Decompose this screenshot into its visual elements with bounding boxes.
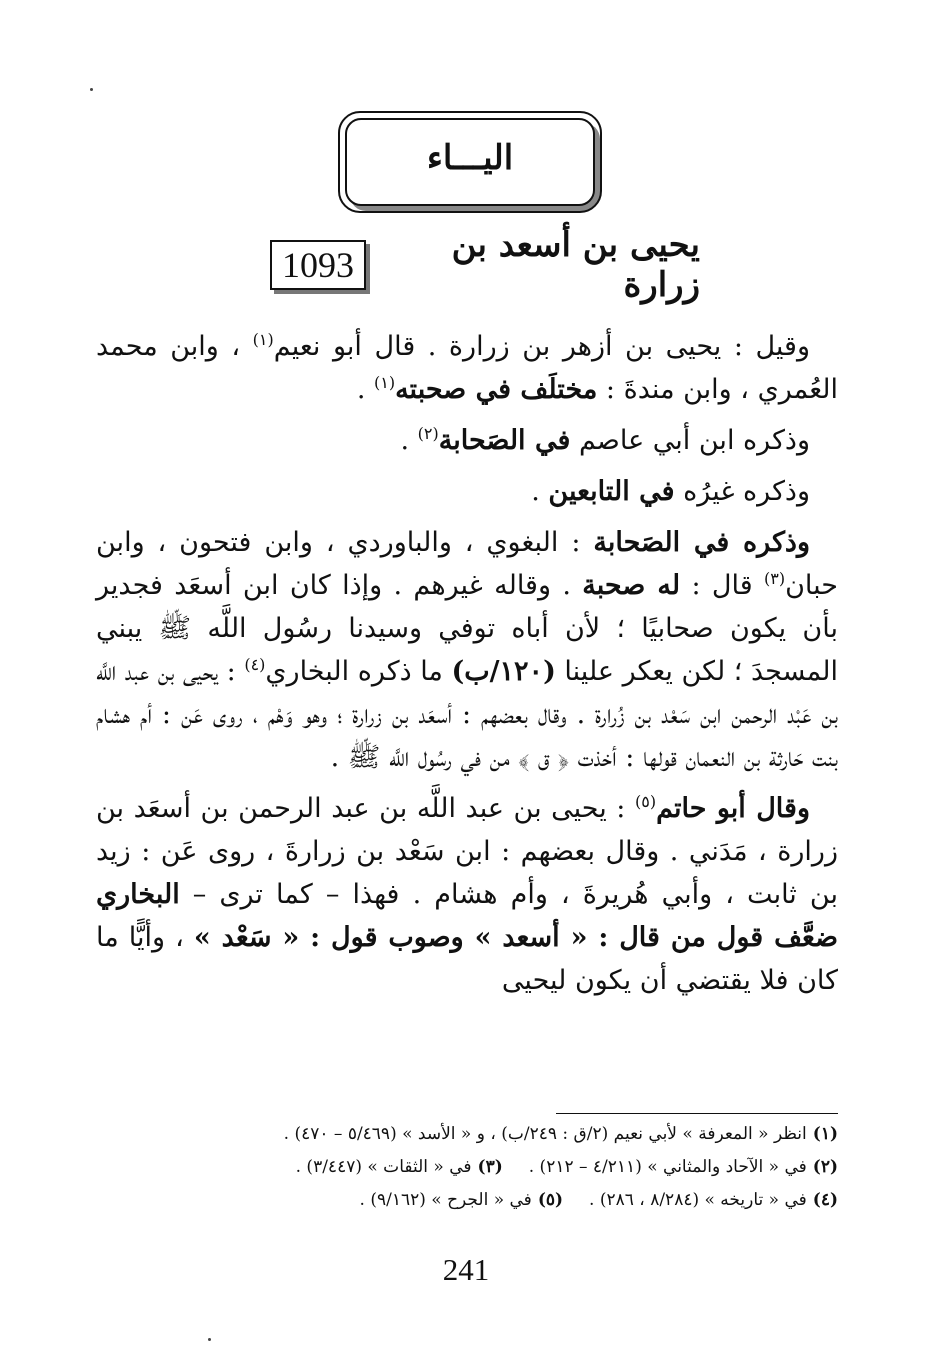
text-span: : يحيى بن عبد اللَّه بن عَبْد الرحمن ابن سَعْد بن زُرارة . وقال بعضهم : أسعَد بن زرارة ؛ وهو وَهْم ، روى عَن : أم هشام بنت حَارثة بن النعمان قولها : أخذت ﴿ ق ﴾ من في رسُول اللَّه ﷺ . bbox=[96, 656, 838, 773]
text-span: ، وأيًّا ما كان فلا يقتضي أن يكون ليحيى bbox=[96, 922, 838, 996]
section-title: اليـــاء bbox=[426, 138, 514, 178]
footnote-ref: (٥) bbox=[634, 792, 657, 811]
bold-span: (١٢٠/ب) bbox=[451, 656, 556, 687]
bold-span: وذكره في الصَحابة bbox=[593, 527, 810, 558]
bold-span: في الصَحابة bbox=[438, 425, 571, 456]
text-span: وذكره غيرُه bbox=[674, 476, 810, 507]
bold-span: وقال أبو حاتم bbox=[656, 793, 810, 824]
text-span: ، وابن محمد العُمري ، وابن مندةَ : bbox=[96, 331, 838, 405]
paragraph-5 bbox=[96, 787, 838, 1002]
scan-speck bbox=[90, 88, 93, 91]
scan-speck bbox=[208, 1338, 211, 1341]
footnote-number: (٢) bbox=[812, 1157, 838, 1177]
footnote-text: في « الثقات » (٣/٤٤٧) . bbox=[295, 1157, 472, 1177]
paragraph-2 bbox=[96, 419, 838, 462]
text-span: . bbox=[531, 476, 549, 507]
footnote-number: (٥) bbox=[537, 1190, 564, 1210]
paragraph-1 bbox=[96, 325, 838, 411]
footnote-ref: (٣) bbox=[763, 569, 786, 588]
footnote-ref: (٤) bbox=[244, 655, 266, 674]
text-span: . bbox=[356, 374, 374, 405]
section-title-box bbox=[345, 118, 595, 206]
text-span: . وقاله غيرهم . وإذا كان ابن أسعَد فجدير بأن يكون صحابيًا ؛ لأن أباه توفي وسيدنا رسُول اللَّه ﷺ يبني المسجدَ ؛ لكن يعكر علينا bbox=[96, 570, 838, 687]
text-span: . bbox=[400, 425, 418, 456]
page-number: 241 bbox=[442, 1252, 490, 1287]
footnote-row bbox=[110, 1184, 838, 1217]
text-span: : البغوي ، والباوردي ، وابن فتحون ، وابن حبان bbox=[96, 527, 838, 601]
footnote-ref: (١) bbox=[373, 373, 396, 392]
text-span: وقيل : يحيى بن أزهر بن زرارة . قال أبو نعيم bbox=[273, 331, 810, 362]
footnote-text: في « الآحاد والمثاني » (٤/٢١١ – ٢١٢) . bbox=[528, 1157, 807, 1177]
footnote-row bbox=[110, 1118, 838, 1151]
entry-name: يحيى بن أسعد بن زرارة bbox=[451, 225, 700, 305]
footnote-number: (٤) bbox=[812, 1190, 838, 1210]
footnote-number: (١) bbox=[812, 1124, 838, 1144]
body-text bbox=[96, 325, 838, 1002]
entry-heading bbox=[270, 225, 700, 305]
footnotes bbox=[110, 1118, 838, 1217]
text-span: وذكره ابن أبي عاصم bbox=[570, 425, 810, 456]
footnote-number: (٣) bbox=[477, 1157, 503, 1177]
bold-span: له صحبة bbox=[582, 570, 681, 601]
footnote-ref: (٢) bbox=[417, 424, 439, 443]
text-span: قال : bbox=[680, 570, 764, 601]
entry-number: 1093 bbox=[270, 240, 366, 290]
footnote-text: انظر « المعرفة » لأبي نعيم (٢/ق : ٢٤٩/ب) ، و « الأسد » (٥/٤٦٩ – ٤٧٠) . bbox=[283, 1124, 807, 1144]
footnote-text: في « تاريخه » (٨/٢٨٤ ، ٢٨٦) . bbox=[589, 1190, 807, 1210]
text-span: ما ذكره البخاري bbox=[265, 656, 452, 687]
footnote-ref: (١) bbox=[252, 330, 274, 349]
bold-span: مختلَف في صحبته bbox=[395, 374, 598, 405]
paragraph-4 bbox=[96, 521, 838, 779]
bold-span: البخاري ضعَّف قول من قال : « أسعد » وصوب قول : « سَعْد » bbox=[96, 879, 838, 953]
footnote-separator bbox=[556, 1113, 838, 1114]
bold-span: في التابعين bbox=[548, 476, 675, 507]
footnote-text: في « الجرح » (٩/١٦٢) . bbox=[359, 1190, 532, 1210]
footnote-row bbox=[110, 1151, 838, 1184]
paragraph-3 bbox=[96, 470, 838, 513]
text-span: : يحيى بن عبد اللَّه بن عبد الرحمن بن أسعَد بن زرارة ، مَدَني . وقال بعضهم : ابن سَعْد بن زرارةَ ، روى عَن : زيد بن ثابت ، وأبي هُريرةَ ، وأم هشام . فهذا – كما ترى – bbox=[96, 793, 838, 910]
